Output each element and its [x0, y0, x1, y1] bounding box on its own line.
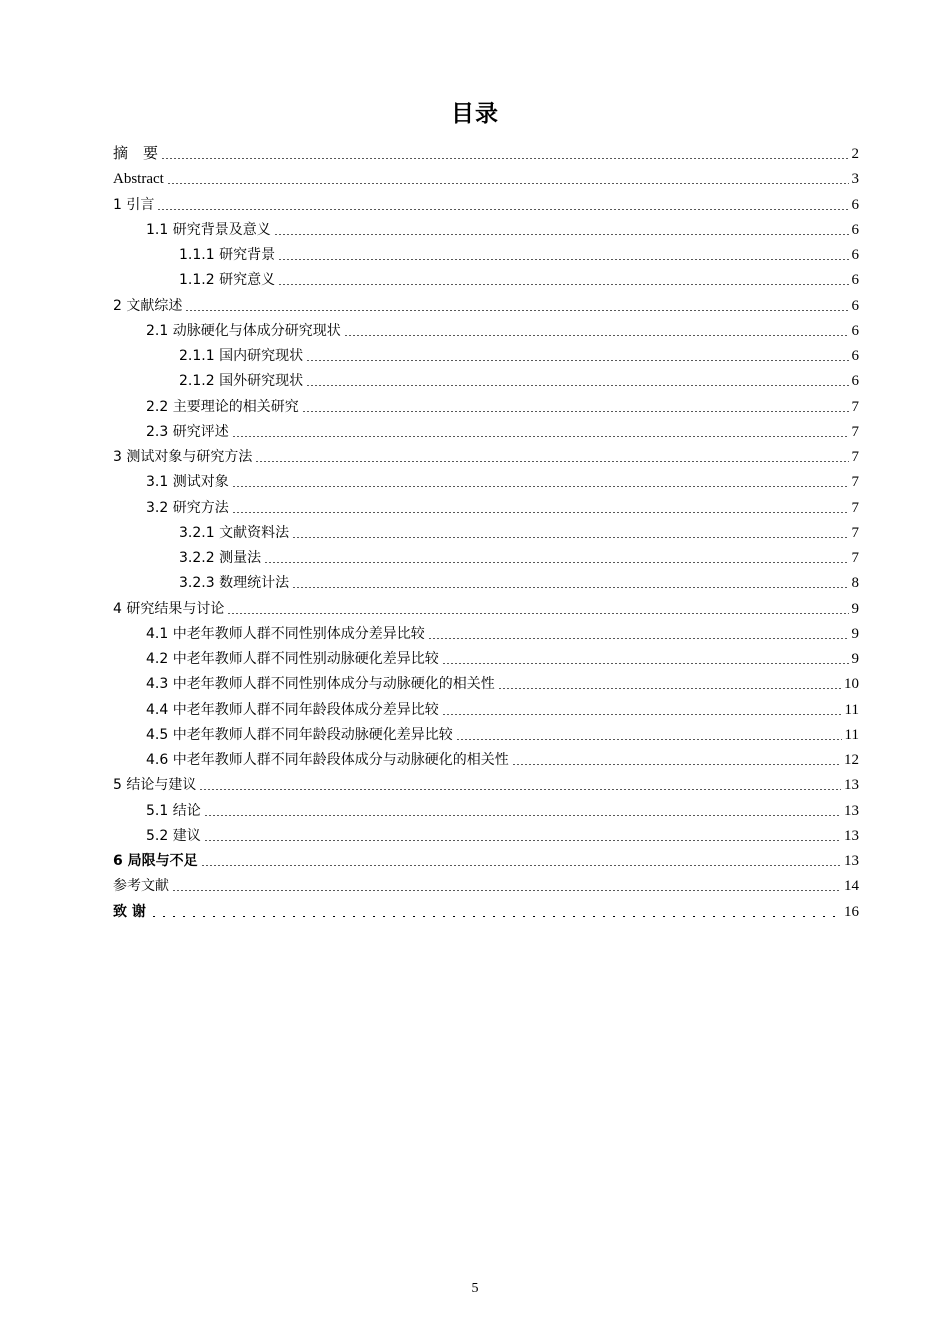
toc-dot-leader	[306, 385, 848, 386]
toc-entry-title: 5.1 结论	[146, 803, 201, 819]
toc-entry-page: 14	[844, 878, 859, 894]
toc-entry-page: 13	[844, 853, 859, 869]
toc-entry-page: 12	[844, 752, 859, 768]
toc-entry-page: 6	[851, 323, 859, 339]
toc-entry-page: 7	[851, 474, 859, 490]
toc-dot-leader	[204, 840, 841, 841]
toc-entry-title: 2.1 动脉硬化与体成分研究现状	[146, 323, 341, 339]
toc-entry-page: 13	[844, 803, 859, 819]
toc-entry[interactable]	[146, 700, 859, 720]
toc-entry-page: 6	[851, 298, 859, 314]
toc-entry-page: 7	[851, 424, 859, 440]
toc-entry[interactable]	[179, 245, 859, 265]
toc-entry-title: 3.2.2 测量法	[179, 550, 262, 566]
toc-entry-title: 4 研究结果与讨论	[113, 601, 225, 617]
toc-dot-leader	[292, 537, 848, 538]
toc-entry[interactable]	[179, 371, 859, 391]
toc-entry-page: 7	[851, 500, 859, 516]
toc-entry-title: 4.4 中老年教师人群不同年龄段体成分差异比较	[146, 702, 439, 718]
page-number: 5	[471, 1281, 479, 1296]
toc-dot-leader	[255, 461, 848, 462]
toc-dot-leader	[292, 587, 848, 588]
toc-entry[interactable]	[179, 573, 859, 593]
toc-entry-title: 3 测试对象与研究方法	[113, 449, 253, 465]
toc-entry-page: 8	[851, 575, 859, 591]
toc-entry-title: 3.2.3 数理统计法	[179, 575, 290, 591]
toc-entry[interactable]	[113, 876, 859, 896]
toc-entry[interactable]	[146, 422, 859, 442]
toc-dot-leader	[232, 512, 849, 513]
toc-dot-leader	[302, 411, 849, 412]
toc-dot-leader	[161, 158, 848, 159]
toc-dot-leader	[199, 789, 841, 790]
toc-entry[interactable]	[113, 447, 859, 467]
toc-entry[interactable]	[146, 725, 859, 745]
toc-entry[interactable]	[113, 902, 859, 922]
toc-entry-title: 4.5 中老年教师人群不同年龄段动脉硬化差异比较	[146, 727, 453, 743]
toc-entry-page: 6	[851, 373, 859, 389]
toc-dot-leader	[201, 865, 841, 866]
toc-dot-leader	[498, 688, 841, 689]
toc-entry-page: 9	[851, 601, 859, 617]
toc-dot-leader	[227, 613, 848, 614]
toc-entry-page: 6	[851, 197, 859, 213]
toc-entry[interactable]	[113, 195, 859, 215]
toc-entry-page: 6	[851, 272, 859, 288]
toc-entry-title: 3.2.1 文献资料法	[179, 525, 290, 541]
toc-entry-title: 4.6 中老年教师人群不同年龄段体成分与动脉硬化的相关性	[146, 752, 509, 768]
toc-dot-leader	[456, 739, 842, 740]
toc-entry-title: 1.1.2 研究意义	[179, 272, 276, 288]
toc-entry-page: 7	[851, 525, 859, 541]
toc-entry-title: 3.1 测试对象	[146, 474, 229, 490]
toc-entry-page: 11	[844, 727, 859, 743]
toc-entry-page: 9	[851, 626, 859, 642]
toc-dot-leader	[278, 284, 848, 285]
toc-entry-title: 4.1 中老年教师人群不同性别体成分差异比较	[146, 626, 425, 642]
toc-dot-leader	[264, 562, 848, 563]
toc-entry-title: 1.1.1 研究背景	[179, 247, 276, 263]
toc-entry[interactable]	[179, 346, 859, 366]
toc-entry[interactable]	[113, 296, 859, 316]
toc-entry[interactable]	[179, 523, 859, 543]
toc-dot-leader	[274, 234, 849, 235]
toc-dot-leader	[442, 714, 842, 715]
toc-entry-title: 2.3 研究评述	[146, 424, 229, 440]
toc-entry[interactable]	[146, 801, 859, 821]
toc-entry-page: 6	[851, 222, 859, 238]
toc-dot-leader	[306, 360, 848, 361]
toc-dot-leader	[278, 259, 848, 260]
toc-entry-title: 2.1.2 国外研究现状	[179, 373, 304, 389]
toc-dot-leader	[157, 209, 848, 210]
toc-entry-title: 4.3 中老年教师人群不同性别体成分与动脉硬化的相关性	[146, 676, 495, 692]
toc-entry[interactable]	[146, 321, 859, 341]
toc-entry[interactable]	[179, 270, 859, 290]
toc-entry-page: 7	[851, 550, 859, 566]
toc-entry-page: 10	[844, 676, 859, 692]
toc-dot-leader	[232, 436, 849, 437]
toc-entry-page: 7	[851, 399, 859, 415]
toc-entry[interactable]	[146, 498, 859, 518]
toc-entry-title: 6 局限与不足	[113, 853, 198, 869]
toc-entry-title: 4.2 中老年教师人群不同性别动脉硬化差异比较	[146, 651, 439, 667]
toc-entry-title: 2.1.1 国内研究现状	[179, 348, 304, 364]
toc-entry-page: 13	[844, 777, 859, 793]
toc-entry[interactable]	[146, 472, 859, 492]
toc-entry[interactable]	[146, 220, 859, 240]
toc-entry-page: 2	[851, 146, 859, 162]
toc-entry-title: Abstract	[113, 171, 164, 187]
toc-entry-title: 摘 要	[113, 146, 159, 162]
toc-dot-leader	[232, 486, 849, 487]
toc-entry[interactable]	[179, 548, 859, 568]
toc-entry[interactable]	[113, 144, 859, 164]
toc-entry-page: 16	[844, 904, 859, 920]
toc-entry-title: 致 谢	[113, 904, 146, 920]
toc-dot-leader	[344, 335, 849, 336]
toc-entry[interactable]	[113, 599, 859, 619]
toc-entry-title: 1.1 研究背景及意义	[146, 222, 271, 238]
toc-dot-leader	[428, 638, 849, 639]
toc-dot-leader	[442, 663, 849, 664]
toc-dot-leader	[167, 183, 849, 184]
toc-entry-page: 13	[844, 828, 859, 844]
toc-entry-title: 5 结论与建议	[113, 777, 197, 793]
toc-entry[interactable]	[146, 397, 859, 417]
toc-dot-leader	[149, 916, 841, 917]
toc-dot-leader	[185, 310, 848, 311]
toc-entry-title: 1 引言	[113, 197, 155, 213]
toc-entry[interactable]	[146, 674, 859, 694]
toc-entry-title: 参考文献	[113, 878, 169, 894]
toc-dot-leader	[512, 764, 841, 765]
toc-entry-page: 11	[844, 702, 859, 718]
toc-entry-page: 9	[851, 651, 859, 667]
toc-entry-title: 2.2 主要理论的相关研究	[146, 399, 299, 415]
toc-entry[interactable]	[146, 649, 859, 669]
toc-entry[interactable]	[146, 826, 859, 846]
toc-dot-leader	[204, 815, 841, 816]
toc-entry[interactable]	[146, 624, 859, 644]
toc-entry-page: 7	[851, 449, 859, 465]
toc-entry[interactable]	[113, 775, 859, 795]
toc-entry-title: 2 文献综述	[113, 298, 183, 314]
toc-entry[interactable]	[113, 169, 859, 189]
toc-entry-page: 6	[851, 247, 859, 263]
toc-entry-page: 6	[851, 348, 859, 364]
toc-dot-leader	[172, 890, 841, 891]
toc-entry-page: 3	[851, 171, 859, 187]
toc-entry[interactable]	[146, 750, 859, 770]
toc-entry-title: 3.2 研究方法	[146, 500, 229, 516]
toc-entry-title: 5.2 建议	[146, 828, 201, 844]
toc-entry[interactable]	[113, 851, 859, 871]
toc-title: 目录	[451, 101, 499, 127]
